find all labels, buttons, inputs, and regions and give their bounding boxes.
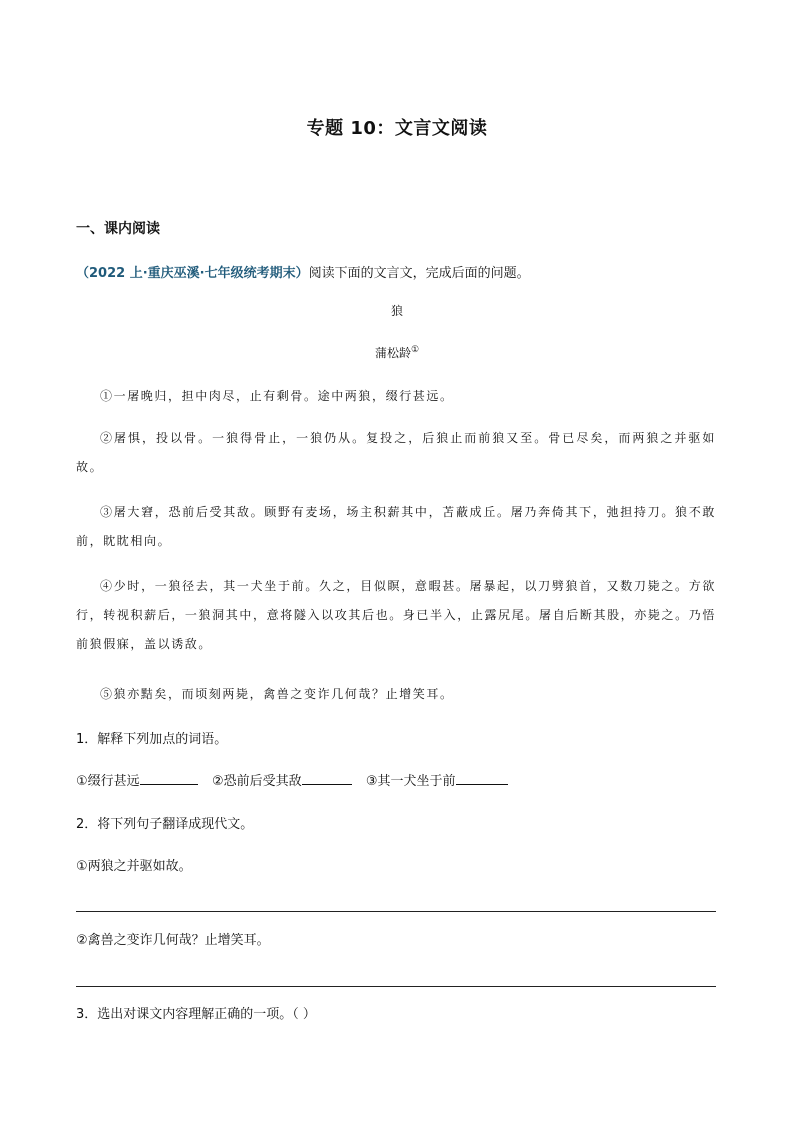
- passage-paragraph-5: ⑤狼亦黠矣，而顷刻两毙，禽兽之变诈几何哉？止增笑耳。: [100, 687, 454, 701]
- question-3-prompt: 3．选出对课文内容理解正确的一项。（ ）: [76, 1007, 316, 1022]
- q2-answer-line-2[interactable]: [76, 986, 716, 987]
- q1-item-1: ①缀行甚远: [76, 774, 140, 789]
- passage-paragraph-4: ④少时，一狼径去，其一犬坐于前。久之，目似瞑，意暇甚。屠暴起，以刀劈狼首，又数刀毙之。方欲行，转视积薪后，一狼洞其中，意将隧入以攻其后也。身已半入，止露尻尾。屠自后断其股，亦毙之。乃悟前狼假寐，盖以诱敌。: [76, 579, 716, 651]
- source-line: [76, 262, 530, 281]
- question-1-items: [76, 770, 508, 789]
- source-instruction: 阅读下面的文言文，完成后面的问题。: [308, 266, 530, 281]
- q1-item-3: ③其一犬坐于前: [365, 774, 456, 789]
- passage-paragraph-3: ③屠大窘，恐前后受其敌。顾野有麦场，场主积薪其中，苫蔽成丘。屠乃奔倚其下，弛担持刀。狼不敢前，眈眈相向。: [76, 505, 716, 548]
- question-1-prompt: 1．解释下列加点的词语。: [76, 732, 228, 747]
- q1-answer-blank-2[interactable]: [302, 770, 352, 785]
- passage-author: [0, 344, 794, 361]
- author-name: 蒲松龄: [374, 346, 411, 360]
- question-2-prompt: 2．将下列句子翻译成现代文。: [76, 817, 254, 832]
- question-2-item-2: ②禽兽之变诈几何哉？止增笑耳。: [76, 933, 270, 948]
- source-tag: （2022 上·重庆巫溪·七年级统考期末）: [76, 266, 309, 281]
- question-2-item-1: ①两狼之并驱如故。: [76, 859, 192, 874]
- passage-paragraph-2: ②屠惧，投以骨。一狼得骨止，一狼仍从。复投之，后狼止而前狼又至。骨已尽矣，而两狼之并驱如故。: [76, 431, 716, 474]
- q1-item-2: ②恐前后受其敌: [211, 774, 302, 789]
- q1-answer-blank-1[interactable]: [140, 770, 198, 785]
- passage-paragraph-1: ①一屠晚归，担中肉尽，止有剩骨。途中两狼，缀行甚远。: [100, 389, 454, 403]
- author-footnote-mark: ①: [410, 345, 420, 355]
- passage-title: 狼: [390, 304, 403, 318]
- section-heading: 一、课内阅读: [76, 221, 160, 237]
- q2-answer-line-1[interactable]: [76, 911, 716, 912]
- page-title: 专题 10：文言文阅读: [306, 118, 488, 139]
- q1-answer-blank-3[interactable]: [456, 770, 508, 785]
